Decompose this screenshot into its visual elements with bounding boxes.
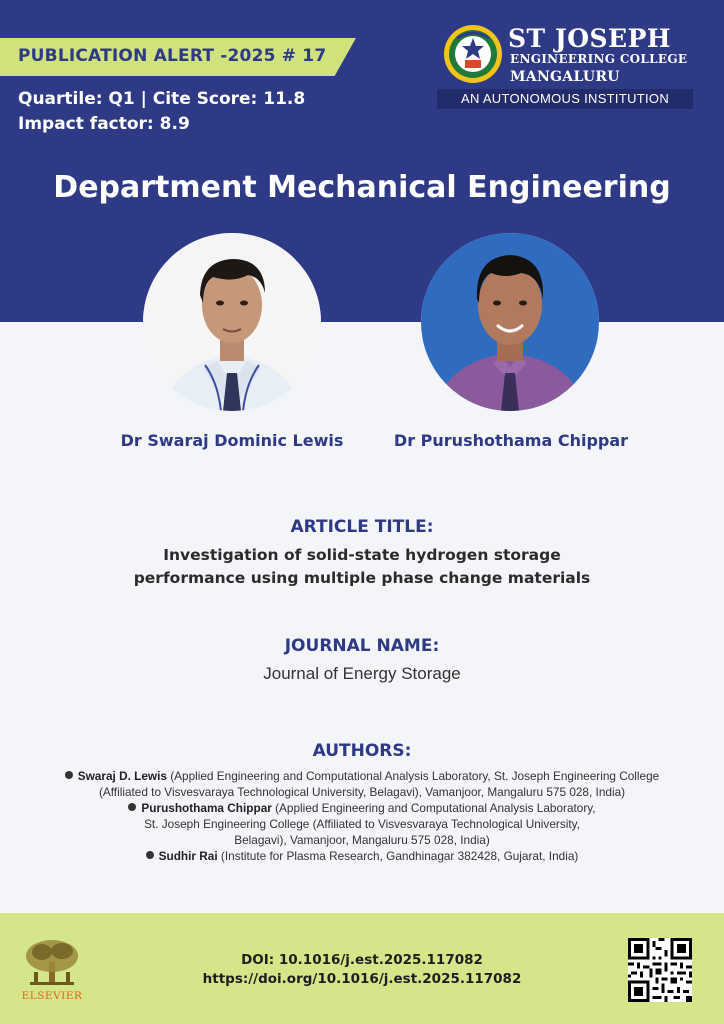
authors-heading: AUTHORS: (312, 741, 412, 761)
author-entry-1 (0, 768, 724, 784)
article-title-line-2: performance using multiple phase change materials (133, 569, 591, 587)
author-name-2: Purushothama Chippar (141, 801, 272, 815)
person-name-2: Dr Purushothama Chippar (393, 431, 629, 450)
doi-text: DOI: 10.1016/j.est.2025.117082 (241, 952, 483, 968)
author-affiliation-2a: (Applied Engineering and Computational Analysis Laboratory, (271, 801, 596, 815)
author-affiliation-3: (Institute for Plasma Research, Gandhinagar 382428, Gujarat, India) (217, 849, 579, 863)
quartile-citescore: Quartile: Q1 | Cite Score: 11.8 (18, 89, 306, 109)
qr-code[interactable] (628, 938, 692, 1002)
article-title (0, 544, 724, 590)
bullet-icon (146, 851, 154, 859)
footer-band (0, 913, 724, 1024)
author-affiliation-1a: (Applied Engineering and Computational Analysis Laboratory, St. Joseph Engineering College (166, 769, 660, 783)
college-name: ST JOSEPH (508, 24, 671, 53)
person-name-1: Dr Swaraj Dominic Lewis (120, 431, 344, 450)
elsevier-wordmark: ELSEVIER (21, 990, 83, 1002)
author-affiliation-1b: (Affiliated to Visvesvaraya Technological University, Belagavi), Vamanjoor, Mangaluru 575 028, India) (98, 785, 626, 799)
college-seal-logo (443, 24, 503, 84)
journal-name: Journal of Energy Storage (263, 664, 461, 683)
publication-alert-text: PUBLICATION ALERT -2025 # 17 (18, 46, 327, 66)
doi-url-link[interactable]: https://doi.org/10.1016/j.est.2025.117082 (202, 971, 522, 987)
photo-swaraj-lewis (143, 233, 321, 411)
bullet-icon (128, 803, 136, 811)
author-entry-2 (0, 800, 724, 816)
college-subtitle: ENGINEERING COLLEGE (510, 52, 688, 66)
author-name-3: Sudhir Rai (158, 849, 218, 863)
impact-factor: Impact factor: 8.9 (18, 114, 190, 134)
autonomous-badge: AN AUTONOMOUS INSTITUTION (437, 89, 693, 109)
author-affiliation-2c: Belagavi), Vamanjoor, Mangaluru 575 028, India) (234, 833, 490, 847)
college-city: MANGALURU (510, 69, 620, 85)
author-affiliation-2b: St. Joseph Engineering College (Affiliated to Visvesvaraya Technological University, (144, 817, 580, 831)
author-entry-3 (0, 848, 724, 864)
department-title: Department Mechanical Engineering (53, 170, 671, 205)
photo-purushothama-chippar (421, 233, 599, 411)
bullet-icon (65, 771, 73, 779)
author-name-1: Swaraj D. Lewis (77, 769, 167, 783)
journal-name-heading: JOURNAL NAME: (284, 636, 440, 656)
article-title-line-1: Investigation of solid-state hydrogen storage (163, 546, 561, 564)
article-title-heading: ARTICLE TITLE: (290, 517, 434, 537)
